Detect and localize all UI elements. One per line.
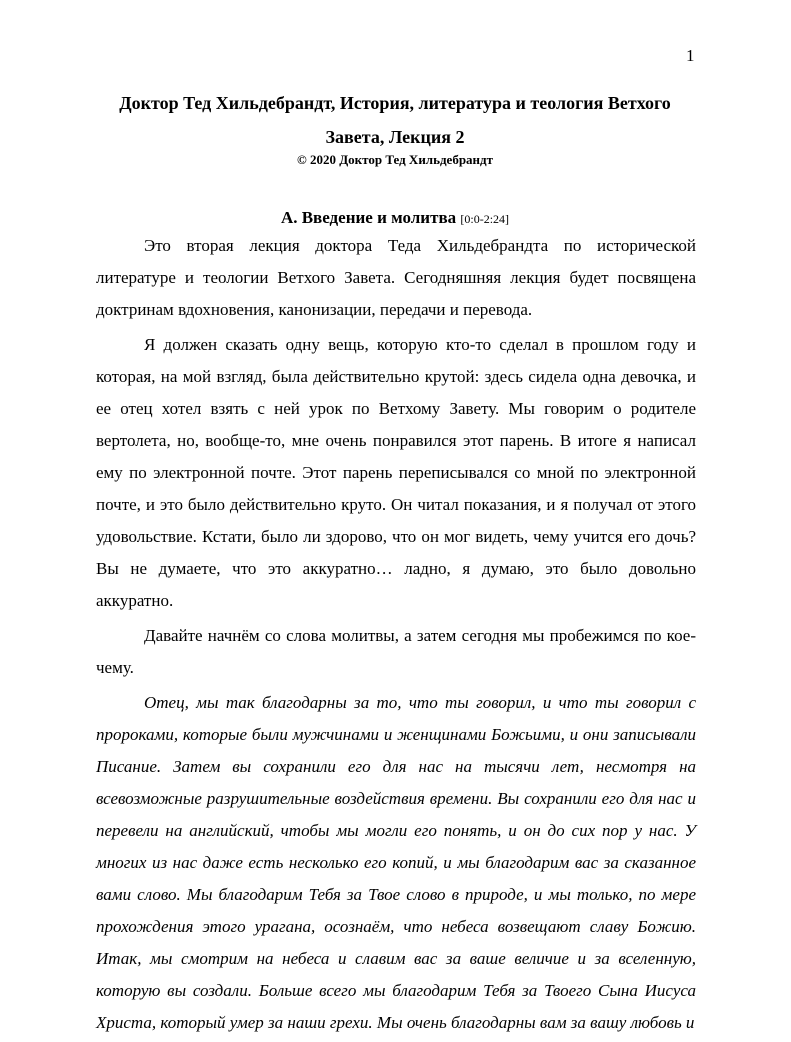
paragraph-prayer: Отец, мы так благодарны за то, что ты говорил, и что ты говорил с пророками, которые были мужчинами и женщинами Божьими, и они записывали Писание. Затем вы сохранили его для нас на тысячи лет, несмотря на всевозможные разрушительные воздействия времени. Вы сохранили его для нас и перевели на английский, чтобы мы могли его понять, и он до сих пор у нас. У многих из нас даже есть несколько его копий, и мы благодарим вас за сказанное вами слово. Мы благодарим Тебя за Твое слово в природе, и мы только, по мере прохождения этого урагана, осознаём, что небеса возвещают славу Божию. Итак, мы смотрим на небеса и славим вас за ваше величие и за вселенную, которую вы создали. Больше всего мы благодарим Тебя за Твоего Сына Иисуса Христа, который умер за наши грехи. Мы очень благодарны вам за вашу любовь и — [96, 693, 696, 1032]
copyright-line: © 2020 Доктор Тед Хильдебрандт — [296, 152, 493, 167]
section-heading — [100, 207, 690, 230]
section-heading-text: A. Введение и молитва — [280, 208, 457, 227]
paragraph-intro: Это вторая лекция доктора Теда Хильдебрандта по исторической литературе и теологии Ветхого Завета. Сегодняшняя лекция будет посвящена доктринам вдохновения, канонизации, передачи и перевода. — [96, 236, 696, 319]
paragraph-prayer-intro: Давайте начнём со слова молитвы, а затем сегодня мы пробежимся по кое-чему. — [96, 626, 696, 677]
section-timestamp: [0:0-2:24] — [460, 212, 510, 226]
document-body — [96, 230, 696, 1042]
page-number: 1 — [686, 46, 695, 65]
paragraph-anecdote: Я должен сказать одну вещь, которую кто-то сделал в прошлом году и которая, на мой взгляд, была действительно крутой: здесь сидела одна девочка, и ее отец хотел взять с ней урок по Ветхому Завету. Мы говорим о родителе вертолета, но, вообще-то, мне очень понравился этот парень. В итоге я написал ему по электронной почте. Этот парень переписывался со мной по электронной почте, и это было действительно круто. Он читал показания, и я получал от этого удовольствие. Кстати, было ли здорово, что он мог видеть, чему учится его дочь? Вы не думаете, что это аккуратно… ладно, я думаю, это было довольно аккуратно. — [96, 335, 696, 610]
document-title: Доктор Тед Хильдебрандт, История, литература и теология Ветхого Завета, Лекция 2 — [119, 93, 671, 147]
